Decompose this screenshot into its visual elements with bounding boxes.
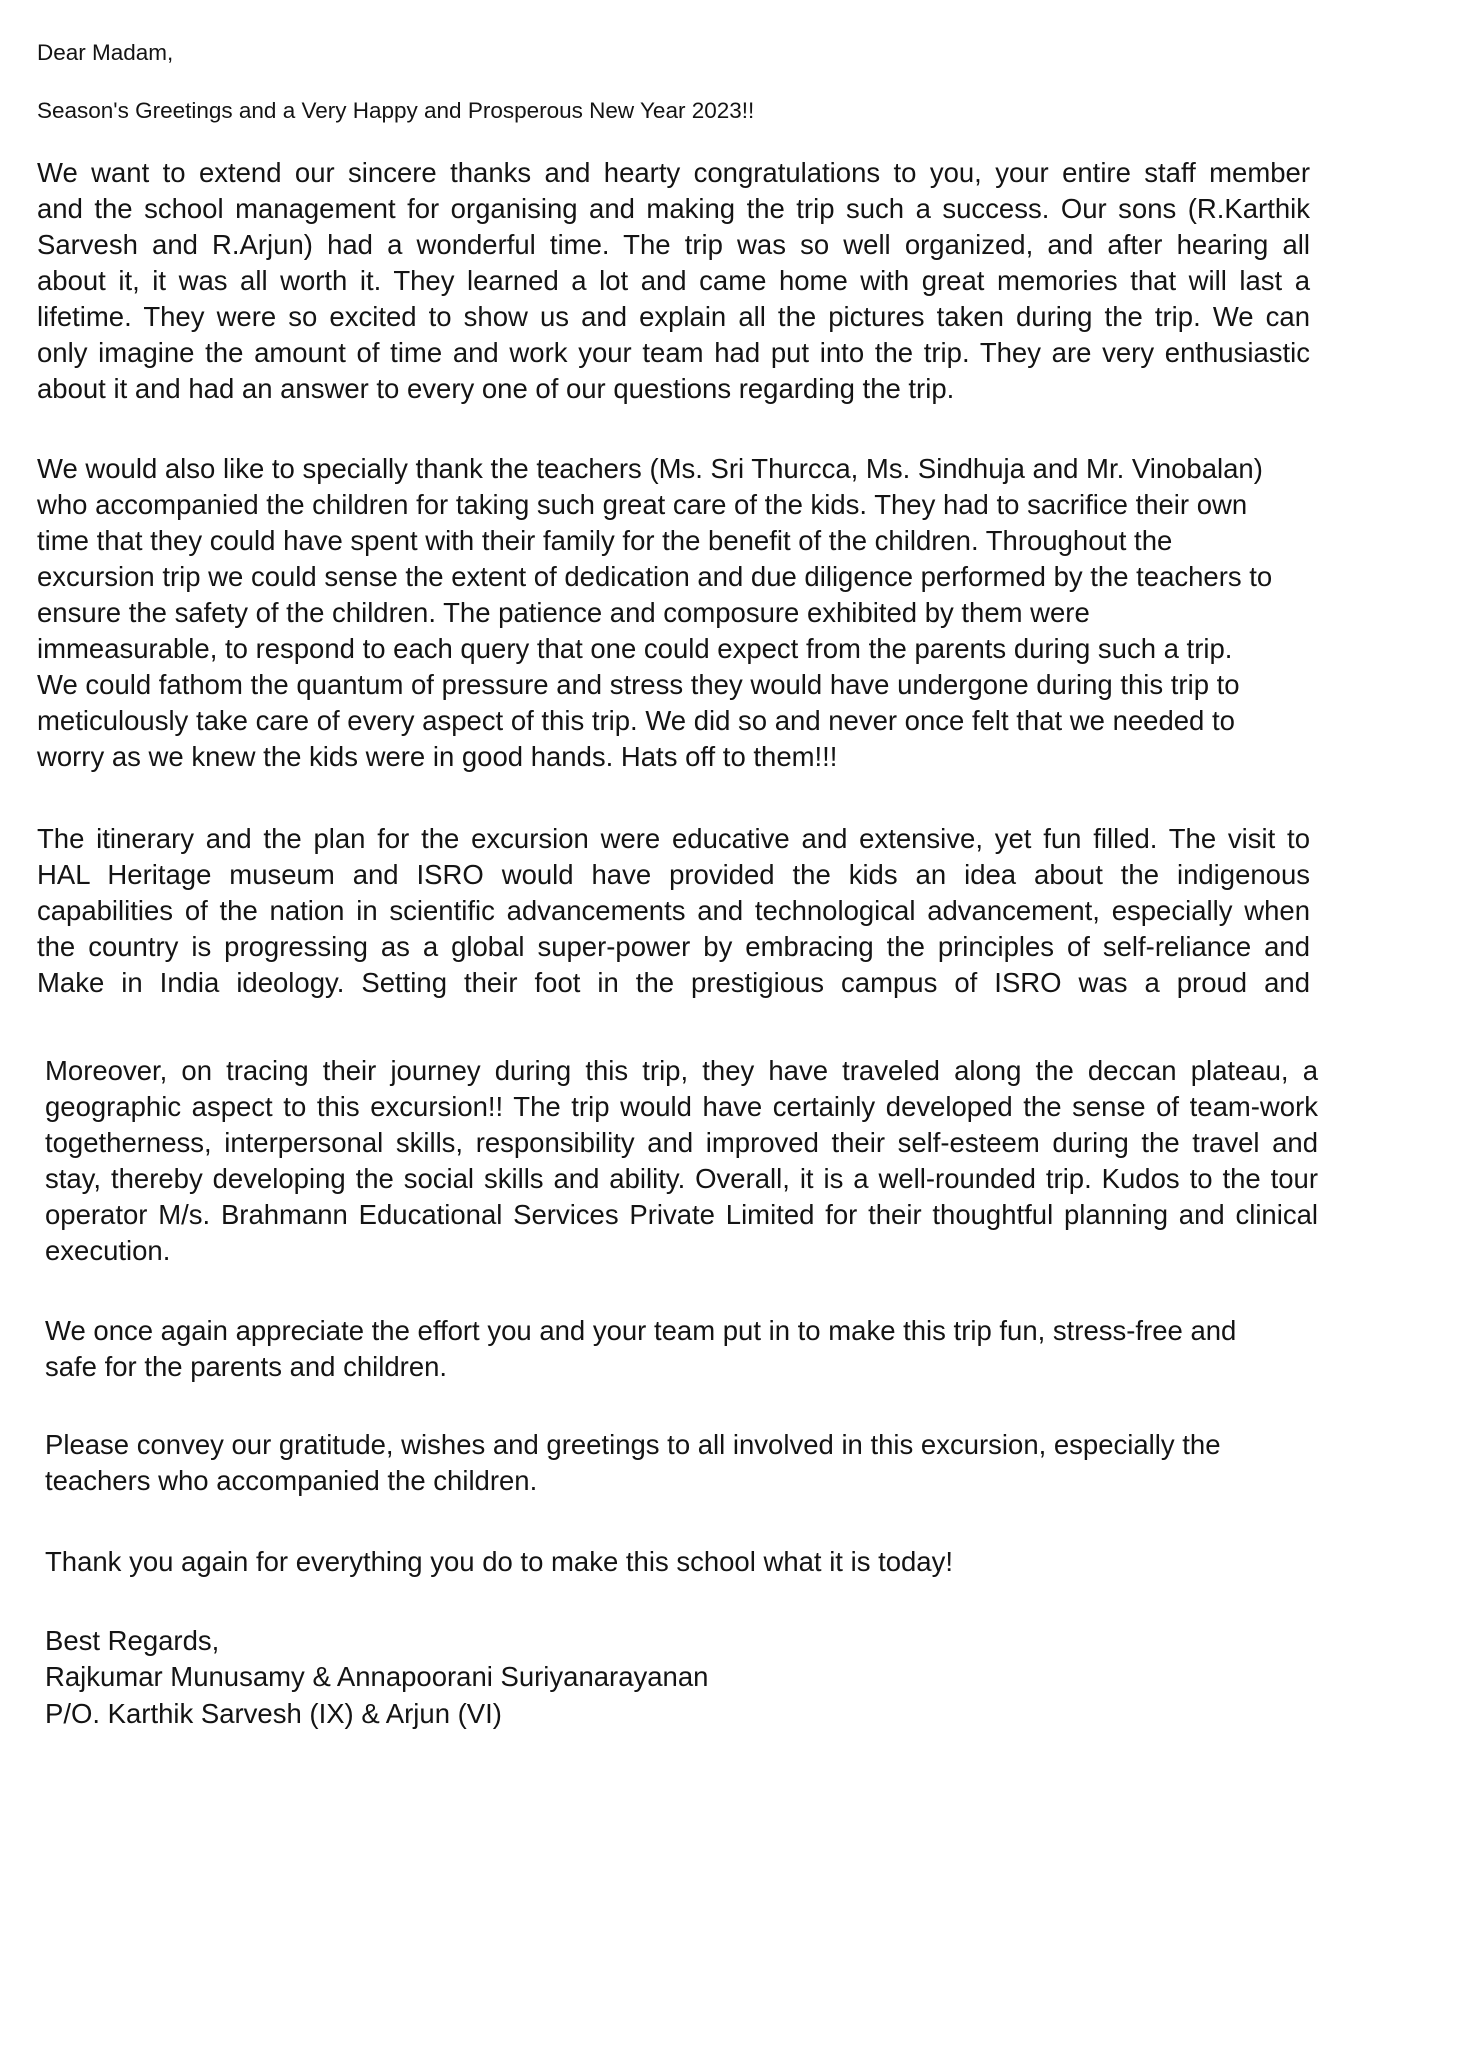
paragraph-line: who accompanied the children for taking such great care of the kids. They had to sacrifice their own: [37, 489, 1248, 521]
paragraph-line: We once again appreciate the effort you and your team put in to make this trip fun, stress-free and: [45, 1315, 1237, 1347]
paragraph-line: lifetime. They were so excited to show us and explain all the pictures taken during the trip. We can: [37, 301, 1310, 333]
salutation: Dear Madam,: [37, 39, 174, 65]
paragraph-line: ensure the safety of the children. The patience and composure exhibited by them were: [37, 597, 1090, 629]
paragraph-line: execution.: [45, 1235, 171, 1267]
new-year-greeting: Season's Greetings and a Very Happy and Prosperous New Year 2023!!: [37, 97, 755, 123]
paragraph-line: HAL Heritage museum and ISRO would have provided the kids an idea about the indigenous: [37, 859, 1310, 891]
paragraph-line: Make in India ideology. Setting their foot in the prestigious campus of ISRO was a proud and: [37, 967, 1310, 999]
paragraph-line: Please convey our gratitude, wishes and greetings to all involved in this excursion, especially the: [45, 1429, 1221, 1461]
paragraph-line: worry as we knew the kids were in good hands. Hats off to them!!!: [37, 741, 838, 773]
paragraph-line: Sarvesh and R.Arjun) had a wonderful time. The trip was so well organized, and after hearing all: [37, 229, 1310, 261]
paragraph-line: Thank you again for everything you do to make this school what it is today!: [45, 1546, 953, 1578]
paragraph-line: Moreover, on tracing their journey during this trip, they have traveled along the deccan plateau, a: [45, 1055, 1318, 1087]
paragraph-line: togetherness, interpersonal skills, responsibility and improved their self-esteem during the travel and: [45, 1127, 1318, 1159]
paragraph-line: safe for the parents and children.: [45, 1351, 448, 1383]
signature-parent-of: P/O. Karthik Sarvesh (IX) & Arjun (VI): [45, 1698, 502, 1730]
signature-names: Rajkumar Munusamy & Annapoorani Suriyanarayanan: [45, 1661, 709, 1693]
paragraph-line: meticulously take care of every aspect of this trip. We did so and never once felt that we needed to: [37, 705, 1235, 737]
paragraph-line: We could fathom the quantum of pressure and stress they would have undergone during this trip to: [37, 669, 1240, 701]
paragraph-line: the country is progressing as a global super-power by embracing the principles of self-reliance and: [37, 931, 1310, 963]
paragraph-line: about it, it was all worth it. They learned a lot and came home with great memories that will last a: [37, 265, 1310, 297]
paragraph-line: capabilities of the nation in scientific advancements and technological advancement, especially when: [37, 895, 1310, 927]
paragraph-line: immeasurable, to respond to each query that one could expect from the parents during such a trip.: [37, 633, 1233, 665]
signature-closing: Best Regards,: [45, 1625, 220, 1657]
paragraph-line: time that they could have spent with their family for the benefit of the children. Throughout the: [37, 525, 1173, 557]
paragraph-line: about it and had an answer to every one of our questions regarding the trip.: [37, 373, 955, 405]
paragraph-line: geographic aspect to this excursion!! The trip would have certainly developed the sense of team-work: [45, 1091, 1318, 1123]
paragraph-line: We would also like to specially thank the teachers (Ms. Sri Thurcca, Ms. Sindhuja and Mr. Vinobalan): [37, 453, 1263, 485]
paragraph-line: only imagine the amount of time and work your team had put into the trip. They are very enthusiastic: [37, 337, 1310, 369]
paragraph-line: operator M/s. Brahmann Educational Services Private Limited for their thoughtful planning and clinical: [45, 1199, 1318, 1231]
paragraph-line: excursion trip we could sense the extent of dedication and due diligence performed by the teachers to: [37, 561, 1273, 593]
paragraph-line: The itinerary and the plan for the excursion were educative and extensive, yet fun filled. The visit to: [37, 823, 1310, 855]
paragraph-line: We want to extend our sincere thanks and hearty congratulations to you, your entire staff member: [37, 157, 1310, 189]
paragraph-line: teachers who accompanied the children.: [45, 1465, 538, 1497]
paragraph-line: stay, thereby developing the social skills and ability. Overall, it is a well-rounded trip. Kudos to the tour: [45, 1163, 1318, 1195]
paragraph-line: and the school management for organising and making the trip such a success. Our sons (R.Karthik: [37, 193, 1310, 225]
